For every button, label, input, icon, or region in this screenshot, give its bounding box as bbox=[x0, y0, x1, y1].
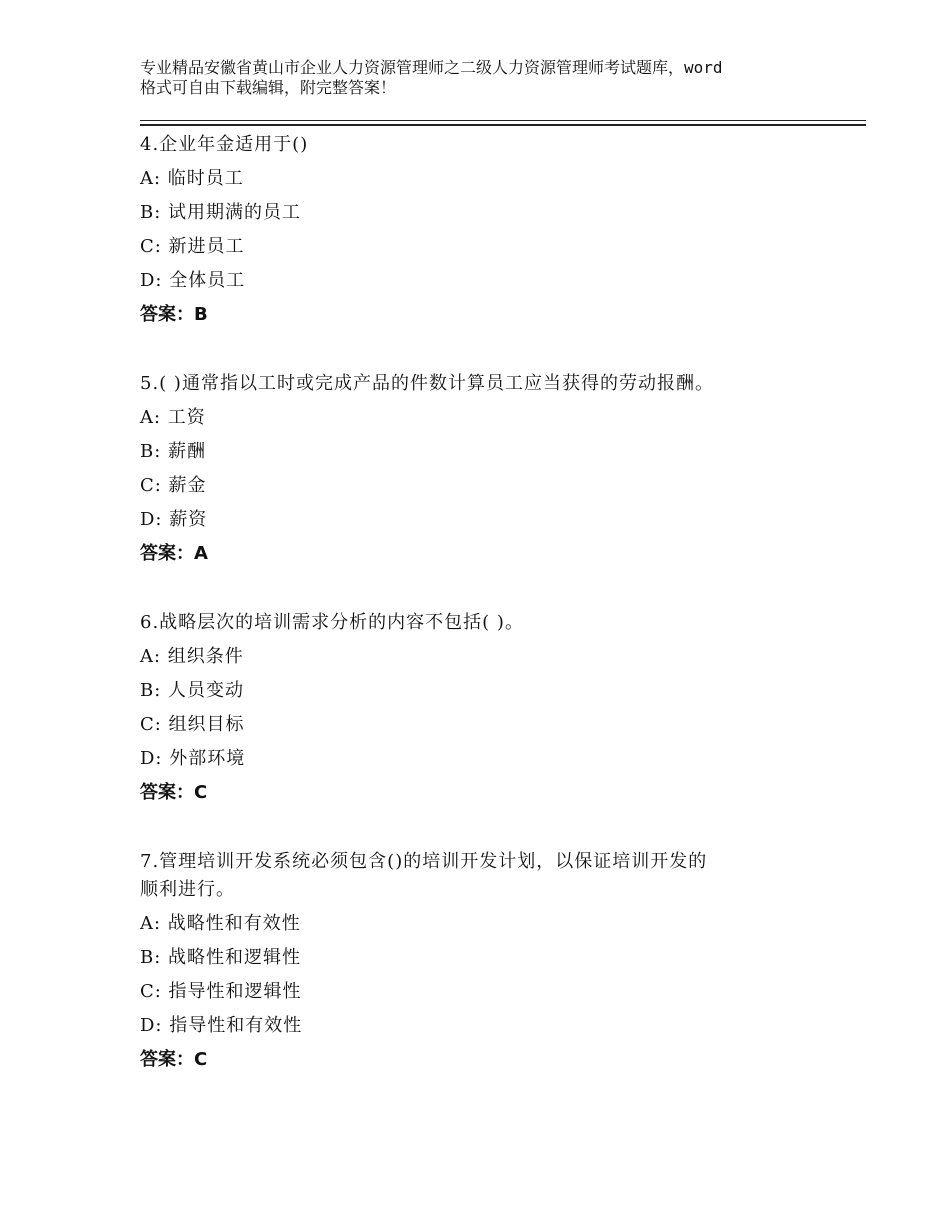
question-spacer bbox=[140, 810, 840, 845]
header-divider-top bbox=[140, 120, 866, 121]
option-d: D: 全体员工 bbox=[140, 270, 246, 291]
header-line-1: 专业精品安徽省黄山市企业人力资源管理师之二级人力资源管理师考试题库，word bbox=[140, 58, 723, 77]
question-4 bbox=[140, 128, 840, 332]
question-6 bbox=[140, 606, 840, 810]
question-5 bbox=[140, 367, 840, 571]
header-line-2: 格式可自由下载编辑，附完整答案！ bbox=[140, 78, 397, 97]
option-a: A: 战略性和有效性 bbox=[140, 913, 301, 934]
question-stem: 4.企业年金适用于() bbox=[140, 134, 309, 155]
question-spacer bbox=[140, 332, 840, 367]
answer-key: 答案：A bbox=[140, 543, 208, 564]
answer-key: 答案：C bbox=[140, 782, 208, 803]
document-header bbox=[140, 58, 840, 98]
question-stem: 5.( )通常指以工时或完成产品的件数计算员工应当获得的劳动报酬。 bbox=[140, 373, 714, 394]
option-b: B: 试用期满的员工 bbox=[140, 202, 302, 223]
option-b: B: 薪酬 bbox=[140, 441, 207, 462]
option-d: D: 薪资 bbox=[140, 509, 208, 530]
question-list bbox=[140, 128, 840, 1077]
option-a: A: 工资 bbox=[140, 407, 206, 428]
option-b: B: 人员变动 bbox=[140, 680, 245, 701]
option-a: A: 临时员工 bbox=[140, 168, 244, 189]
question-stem-line-1: 7.管理培训开发系统必须包含()的培训开发计划，以保证培训开发的 bbox=[140, 851, 708, 872]
option-d: D: 外部环境 bbox=[140, 748, 246, 769]
option-c: C: 薪金 bbox=[140, 475, 207, 496]
option-c: C: 新进员工 bbox=[140, 236, 245, 257]
option-d: D: 指导性和有效性 bbox=[140, 1015, 303, 1036]
option-a: A: 组织条件 bbox=[140, 646, 244, 667]
option-c: C: 组织目标 bbox=[140, 714, 245, 735]
header-divider-bottom bbox=[140, 124, 866, 126]
option-b: B: 战略性和逻辑性 bbox=[140, 947, 302, 968]
answer-key: 答案：B bbox=[140, 304, 208, 325]
question-stem-line-2: 顺利进行。 bbox=[140, 879, 235, 900]
question-stem: 6.战略层次的培训需求分析的内容不包括( )。 bbox=[140, 612, 524, 633]
option-c: C: 指导性和逻辑性 bbox=[140, 981, 302, 1002]
answer-key: 答案：C bbox=[140, 1049, 208, 1070]
question-spacer bbox=[140, 571, 840, 606]
question-7 bbox=[140, 845, 840, 1077]
